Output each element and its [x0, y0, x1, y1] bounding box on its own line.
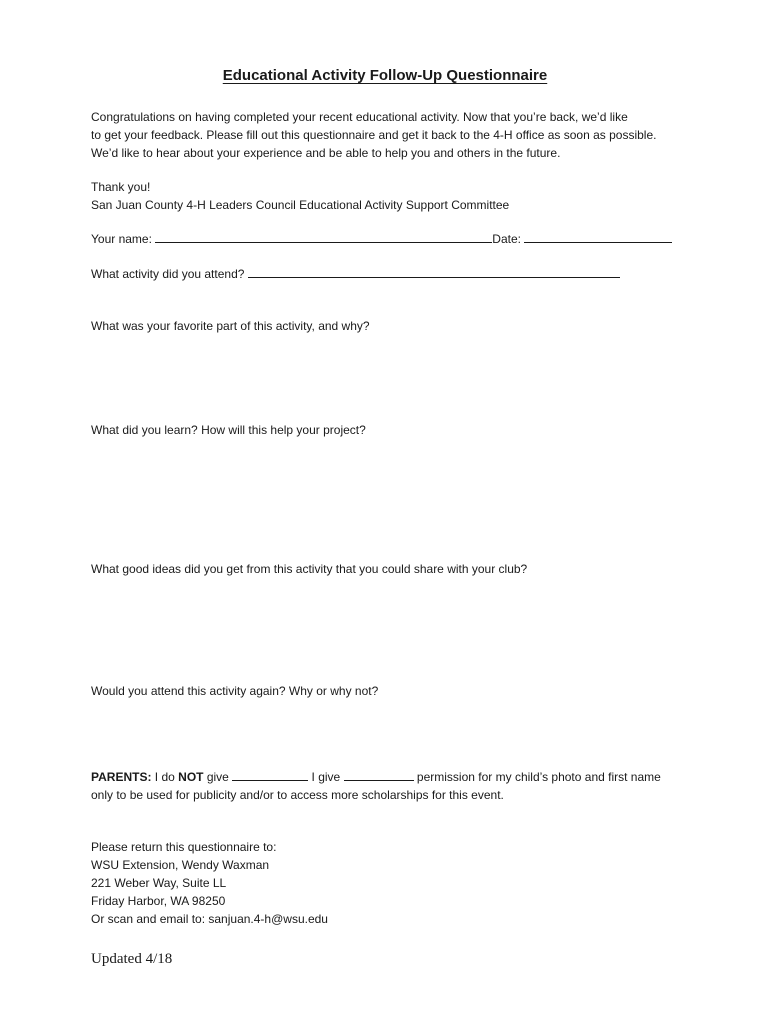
date-field[interactable]: [524, 231, 672, 243]
return-email: Or scan and email to: sanjuan.4-h@wsu.edu: [91, 912, 328, 926]
return-street: 221 Weber Way, Suite LL: [91, 876, 227, 890]
committee-text: San Juan County 4-H Leaders Council Educational Activity Support Committee: [91, 198, 510, 212]
parents-i-do: I do: [154, 770, 175, 784]
do-not-give-field[interactable]: [232, 769, 308, 781]
question-learn: What did you learn? How will this help your project?: [91, 423, 366, 437]
parents-not: NOT: [178, 770, 204, 784]
name-label: Your name:: [91, 232, 152, 246]
intro-line-1: Congratulations on having completed your recent educational activity. Now that you’re back, we’d like: [91, 110, 628, 124]
parents-line-2: only to be used for publicity and/or to access more scholarships for this event.: [91, 788, 504, 802]
signoff: [91, 178, 691, 214]
name-date-row: [91, 230, 691, 248]
give-field[interactable]: [344, 769, 414, 781]
page-title: Educational Activity Follow-Up Questionnaire: [222, 67, 548, 84]
return-address: [91, 838, 691, 928]
parents-permission-text: permission for my child’s photo and first name: [416, 770, 661, 784]
parents-i-give: I give: [311, 770, 341, 784]
name-field[interactable]: [155, 231, 492, 243]
date-label: Date:: [492, 232, 521, 246]
updated-footer: Updated 4/18: [91, 951, 173, 967]
question-ideas: What good ideas did you get from this activity that you could share with your club?: [91, 562, 528, 576]
return-city: Friday Harbor, WA 98250: [91, 894, 226, 908]
activity-field[interactable]: [248, 266, 620, 278]
parents-permission: [91, 768, 691, 804]
intro-paragraph: [91, 108, 691, 162]
activity-label: What activity did you attend?: [91, 267, 245, 281]
question-again: Would you attend this activity again? Why or why not?: [91, 684, 379, 698]
intro-line-2: to get your feedback. Please fill out this questionnaire and get it back to the 4-H office as soon as possible.: [91, 128, 657, 142]
parents-give: give: [206, 770, 229, 784]
intro-line-3: We’d like to hear about your experience and be able to help you and others in the future.: [91, 146, 561, 160]
question-favorite: What was your favorite part of this activity, and why?: [91, 319, 370, 333]
return-org: WSU Extension, Wendy Waxman: [91, 858, 270, 872]
activity-row: [91, 265, 691, 283]
parents-label: PARENTS:: [91, 770, 152, 784]
thanks-text: Thank you!: [91, 180, 151, 194]
return-heading: Please return this questionnaire to:: [91, 840, 277, 854]
